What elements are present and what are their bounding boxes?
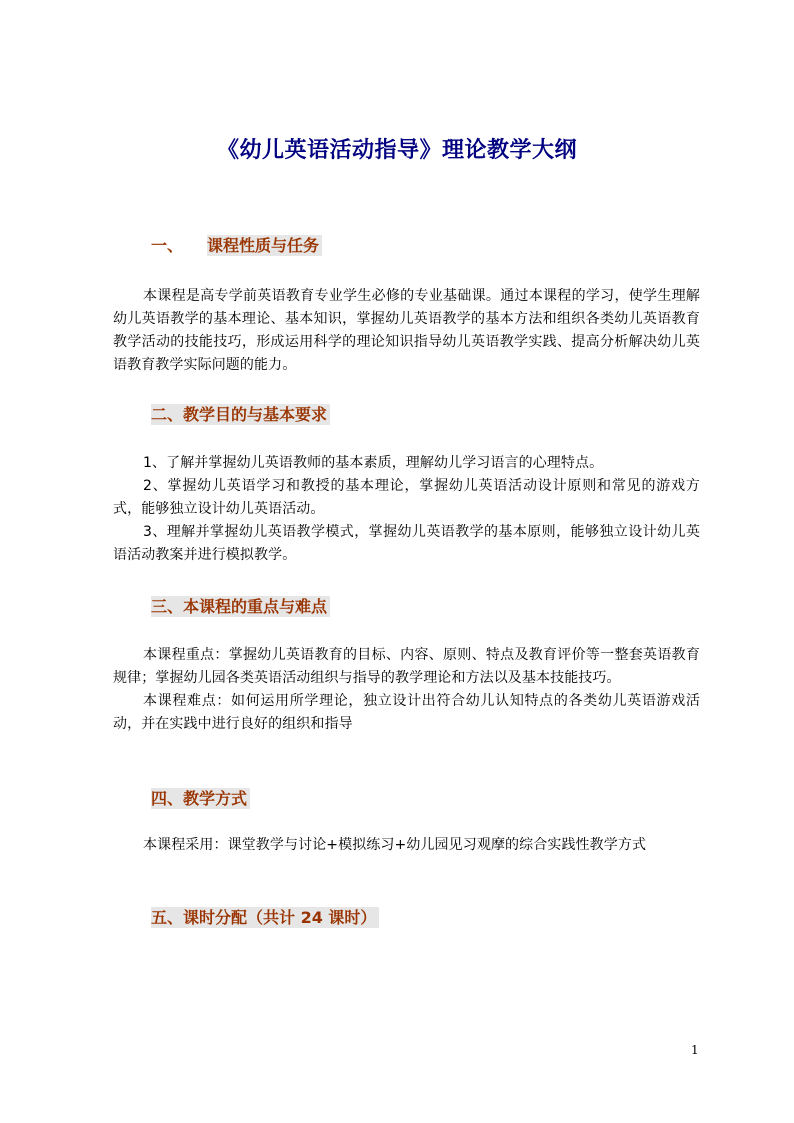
section-heading-2 [151, 403, 330, 427]
section-heading-3 [151, 595, 330, 619]
section-body-2 [113, 452, 700, 567]
section-number-1: 一、 [151, 236, 184, 255]
section-title-3: 三、本课程的重点与难点 [151, 596, 330, 617]
paragraph: 1、了解并掌握幼儿英语教师的基本素质，理解幼儿学习语言的心理特点。 [143, 455, 604, 471]
section-title-2: 二、教学目的与基本要求 [151, 404, 330, 425]
section-body-4 [113, 834, 700, 857]
page-number: 1 [691, 1043, 699, 1057]
section-heading-1 [151, 234, 322, 258]
section-body-1 [113, 285, 700, 377]
section-title-4: 四、教学方式 [151, 788, 250, 809]
paragraph: 本课程重点：掌握幼儿英语教育的目标、内容、原则、特点及教育评价等一整套英语教育规律；掌握幼儿园各类英语活动组织与指导的教学理论和方法以及基本技能技巧。 [113, 647, 700, 686]
section-title-1: 课程性质与任务 [207, 235, 322, 256]
paragraph: 本课程是高专学前英语教育专业学生必修的专业基础课。通过本课程的学习，使学生理解幼儿英语教学的基本理论、基本知识，掌握幼儿英语教学的基本方法和组织各类幼儿英语教育教学活动的技能技巧，形成运用科学的理论知识指导幼儿英语教学实践、提高分析解决幼儿英语教育教学实际问题的能力。 [113, 288, 700, 373]
document-title: 《幼儿英语活动指导》理论教学大纲 [216, 137, 577, 163]
paragraph: 2、掌握幼儿英语学习和教授的基本理论，掌握幼儿英语活动设计原则和常见的游戏方式，能够独立设计幼儿英语活动。 [113, 478, 700, 517]
section-title-5: 五、课时分配（共计 24 课时） [151, 907, 379, 928]
section-body-3 [113, 644, 700, 736]
paragraph: 本课程采用：课堂教学与讨论+模拟练习+幼儿园见习观摩的综合实践性教学方式 [143, 837, 647, 853]
paragraph: 本课程难点：如何运用所学理论，独立设计出符合幼儿认知特点的各类幼儿英语游戏活动，并在实践中进行良好的组织和指导 [113, 693, 700, 732]
section-heading-4 [151, 787, 250, 811]
paragraph: 3、理解并掌握幼儿英语教学模式，掌握幼儿英语教学的基本原则，能够独立设计幼儿英语活动教案并进行模拟教学。 [113, 524, 700, 563]
section-heading-5 [151, 906, 379, 930]
